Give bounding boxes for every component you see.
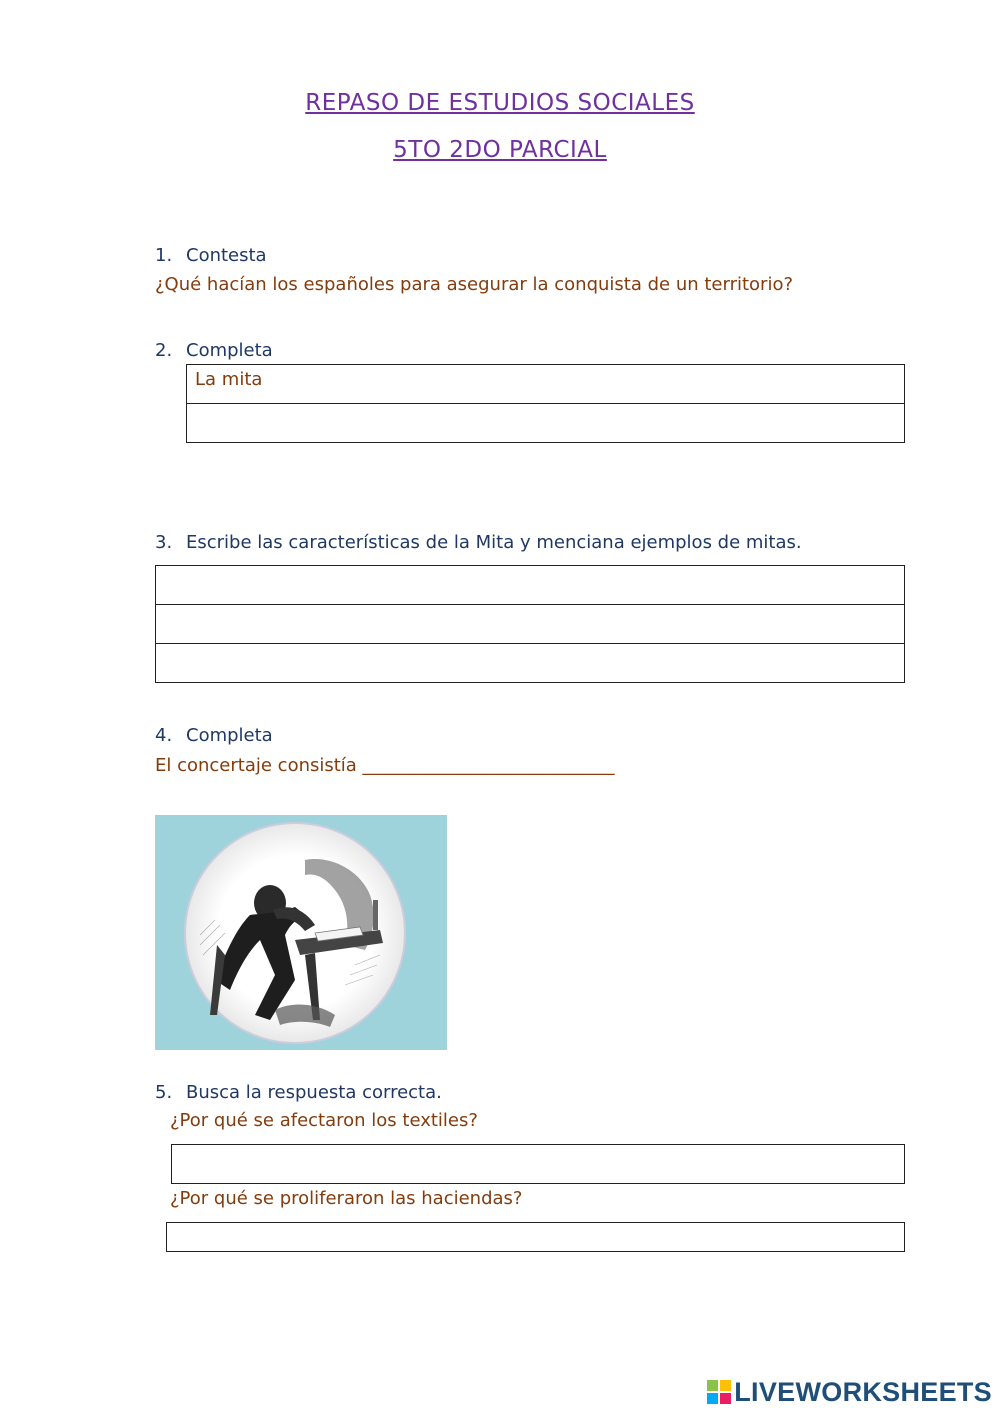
question-5-number: 5. <box>155 1082 173 1103</box>
question-1-instruction: Contesta <box>186 245 267 266</box>
page-subtitle: 5TO 2DO PARCIAL <box>393 137 607 163</box>
question-4-answer-field[interactable] <box>375 752 705 778</box>
question-1-number: 1. <box>155 245 173 266</box>
question-4-number: 4. <box>155 725 173 746</box>
question-3-answer-field-2[interactable] <box>156 605 904 643</box>
question-3-table <box>155 565 905 683</box>
liveworksheets-logo <box>706 1375 992 1409</box>
question-2-answer-field[interactable] <box>187 404 904 442</box>
candle <box>373 900 378 930</box>
question-5b-text: ¿Por qué se proliferaron las haciendas? <box>170 1188 523 1209</box>
question-3-answer-field-1[interactable] <box>156 566 904 604</box>
question-3-answer-field-3[interactable] <box>156 644 904 682</box>
question-4-sentence: El concertaje consistía ____________________________ <box>155 755 615 776</box>
illustration-image <box>155 815 447 1050</box>
question-2-number: 2. <box>155 340 173 361</box>
question-3-number: 3. <box>155 532 173 553</box>
question-5a-answer-field[interactable] <box>171 1144 905 1184</box>
question-4-instruction: Completa <box>186 725 273 746</box>
question-5-instruction: Busca la respuesta correcta. <box>186 1082 442 1103</box>
question-1-text: ¿Qué hacían los españoles para asegurar la conquista de un territorio? <box>155 274 794 295</box>
liveworksheets-logo-text: LIVEWORKSHEETS <box>734 1376 992 1407</box>
engraving-illustration <box>155 815 447 1050</box>
question-2-table <box>186 364 905 443</box>
page-title: REPASO DE ESTUDIOS SOCIALES <box>305 90 695 116</box>
question-3-instruction: Escribe las características de la Mita y menciana ejemplos de mitas. <box>186 532 802 553</box>
question-5a-text: ¿Por qué se afectaron los textiles? <box>170 1110 478 1131</box>
question-5b-answer-field[interactable] <box>166 1222 905 1252</box>
question-2-instruction: Completa <box>186 340 273 361</box>
question-2-row-1-text: La mita <box>195 369 263 390</box>
liveworksheets-logo-icon <box>706 1379 732 1405</box>
